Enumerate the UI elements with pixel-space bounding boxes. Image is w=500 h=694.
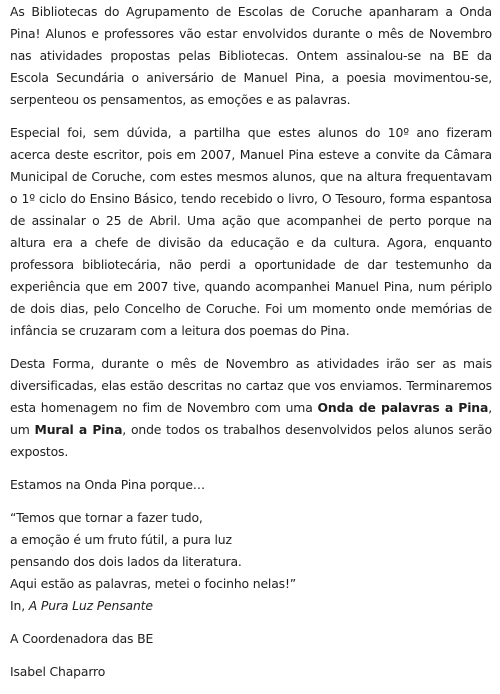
- poem-source: [10, 595, 492, 617]
- activities-text-mid: , um: [10, 400, 492, 437]
- poem-line: pensando dos dois lados da literatura.: [10, 554, 242, 569]
- poem-line: Aqui estão as palavras, metei o focinho nelas!”: [10, 576, 297, 591]
- poem-source-title: A Pura Luz Pensante: [28, 598, 153, 613]
- poem-line: “Temos que tornar a fazer tudo,: [10, 510, 203, 525]
- poem-source-prefix: In,: [10, 598, 29, 613]
- onda-de-palavras-title: Onda de palavras a Pina: [317, 400, 489, 415]
- paragraph-activities: [10, 353, 492, 463]
- poem-line: a emoção é um fruto fútil, a pura luz: [10, 532, 232, 547]
- activities-text-end: , onde todos os trabalhos desenvolvidos pelos alunos serão expostos.: [10, 422, 492, 459]
- poem-quote: [10, 507, 492, 617]
- signature-role: A Coordenadora das BE: [10, 631, 154, 646]
- document-body: [10, 1, 492, 694]
- activities-text-start: Desta Forma, durante o mês de Novembro as atividades irão ser as mais diversificadas, elas estão descritas no cartaz que vos enviamos. Terminaremos esta homenagem no fim de Novembro com uma: [10, 356, 492, 415]
- paragraph-special: Especial foi, sem dúvida, a partilha que estes alunos do 10º ano fizeram acerca deste escritor, pois em 2007, Manuel Pina esteve a convite da Câmara Municipal de Coruche, com estes mesmos alunos, que na altura frequentavam o 1º ciclo do Ensino Básico, tendo recebido o livro, O Tesouro, forma espantosa de assinalar o 25 de Abril. Uma ação que acompanhei de perto porque na altura era a chefe de divisão da educação e da cultura. Agora, enquanto professora bibliotecária, não perdi a oportunidade de dar testemunho da experiência que em 2007 tive, quando acompanhei Manuel Pina, num périplo de dois dias, pelo Concelho de Coruche. Foi um momento onde memórias de infância se cruzaram com a leitura dos poemas do Pina.: [10, 125, 492, 338]
- paragraph-intro: As Bibliotecas do Agrupamento de Escolas de Coruche apanharam a Onda Pina! Alunos e professores vão estar envolvidos durante o mês de Novembro nas atividades propostas pelas Bibliotecas. Ontem assinalou-se na BE da Escola Secundária o aniversário de Manuel Pina, a poesia movimentou-se, serpenteou os pensamentos, as emoções e as palavras.: [10, 4, 492, 107]
- signature-name: Isabel Chaparro: [10, 664, 106, 679]
- intro-line: Estamos na Onda Pina porque…: [10, 477, 206, 492]
- mural-title: Mural a Pina: [34, 422, 123, 437]
